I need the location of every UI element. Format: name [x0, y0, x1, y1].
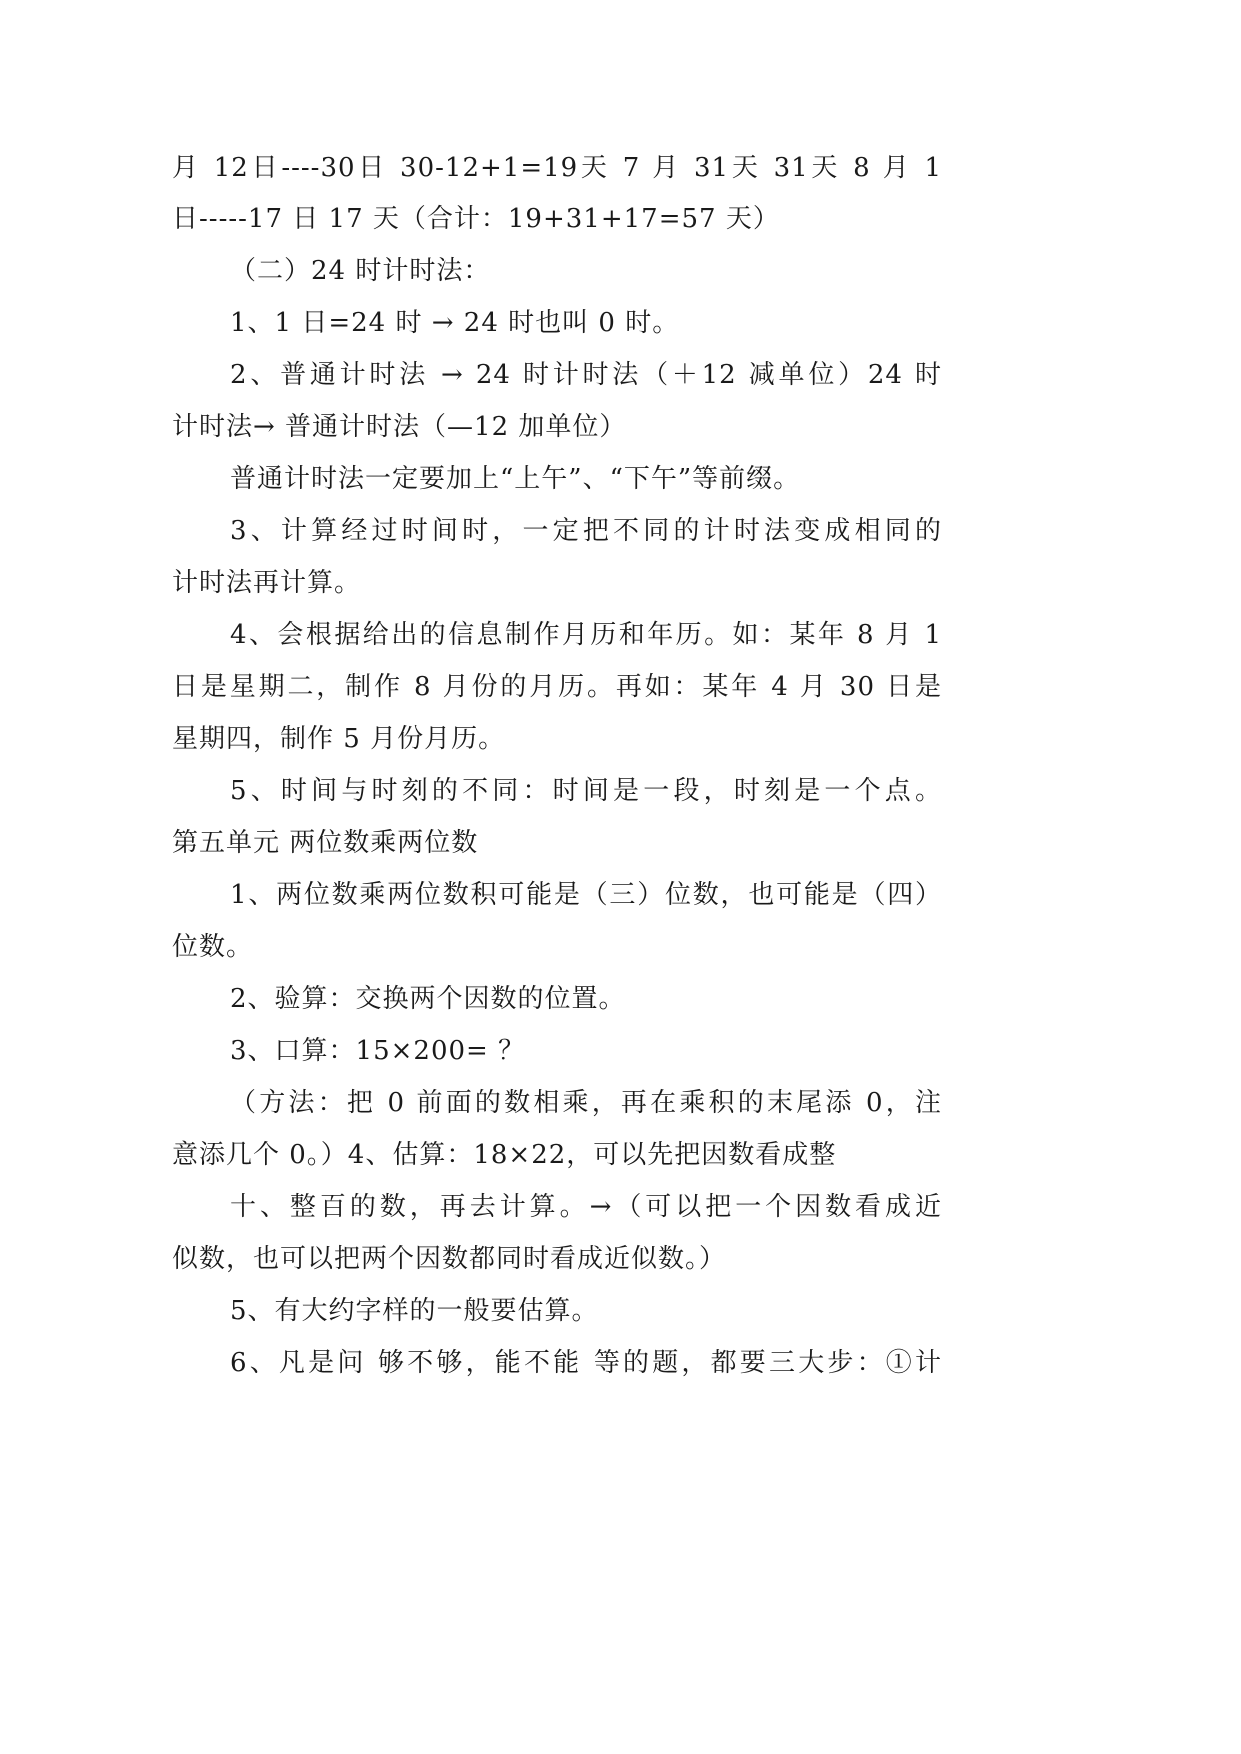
text-line: 5、时间与时刻的不同：时间是一段，时刻是一个点。 [230, 776, 942, 806]
text-line: 月 12日----30日 30-12+1=19天 7 月 31天 31天 8 月 1 [172, 153, 942, 183]
text-line: 4、会根据给出的信息制作月历和年历。如：某年 8 月 1 [230, 620, 942, 650]
text-line: （方法：把 0 前面的数相乘，再在乘积的末尾添 0，注 [230, 1088, 942, 1118]
text-line: 6、凡是问 够不够，能不能 等的题，都要三大步：①计 [230, 1348, 942, 1378]
text-line: 计时法再计算。 [172, 568, 362, 598]
text-line: 3、口算：15×200= ？ [230, 1036, 526, 1066]
text-line: 1、1 日=24 时 → 24 时也叫 0 时。 [230, 308, 680, 338]
text-line: 十、整百的数，再去计算。→（可以把一个因数看成近 [230, 1192, 942, 1222]
text-line: 日-----17 日 17 天（合计：19+31+17=57 天） [172, 204, 780, 234]
text-line: 位数。 [172, 932, 254, 962]
text-line: 计时法→ 普通计时法（—12 加单位） [172, 412, 627, 442]
text-line: 星期四，制作 5 月份月历。 [172, 724, 506, 754]
text-line: 1、两位数乘两位数积可能是（三）位数，也可能是（四） [230, 880, 942, 910]
text-line: 3、计算经过时间时，一定把不同的计时法变成相同的 [230, 516, 942, 546]
text-line: 普通计时法一定要加上“上午”、“下午”等前缀。 [230, 464, 801, 494]
text-line: 5、有大约字样的一般要估算。 [230, 1296, 599, 1326]
section-heading: 第五单元 两位数乘两位数 [172, 828, 479, 858]
text-line: 2、验算：交换两个因数的位置。 [230, 984, 626, 1014]
text-line: 似数，也可以把两个因数都同时看成近似数。） [172, 1244, 727, 1274]
text-line: 2、普通计时法 → 24 时计时法（＋12 减单位）24 时 [230, 360, 942, 390]
text-line: 意添几个 0。）4、估算：18×22，可以先把因数看成整 [172, 1140, 837, 1170]
text-line: 日是星期二，制作 8 月份的月历。再如：某年 4 月 30 日是 [172, 672, 942, 702]
section-heading: （二）24 时计时法： [230, 256, 491, 286]
